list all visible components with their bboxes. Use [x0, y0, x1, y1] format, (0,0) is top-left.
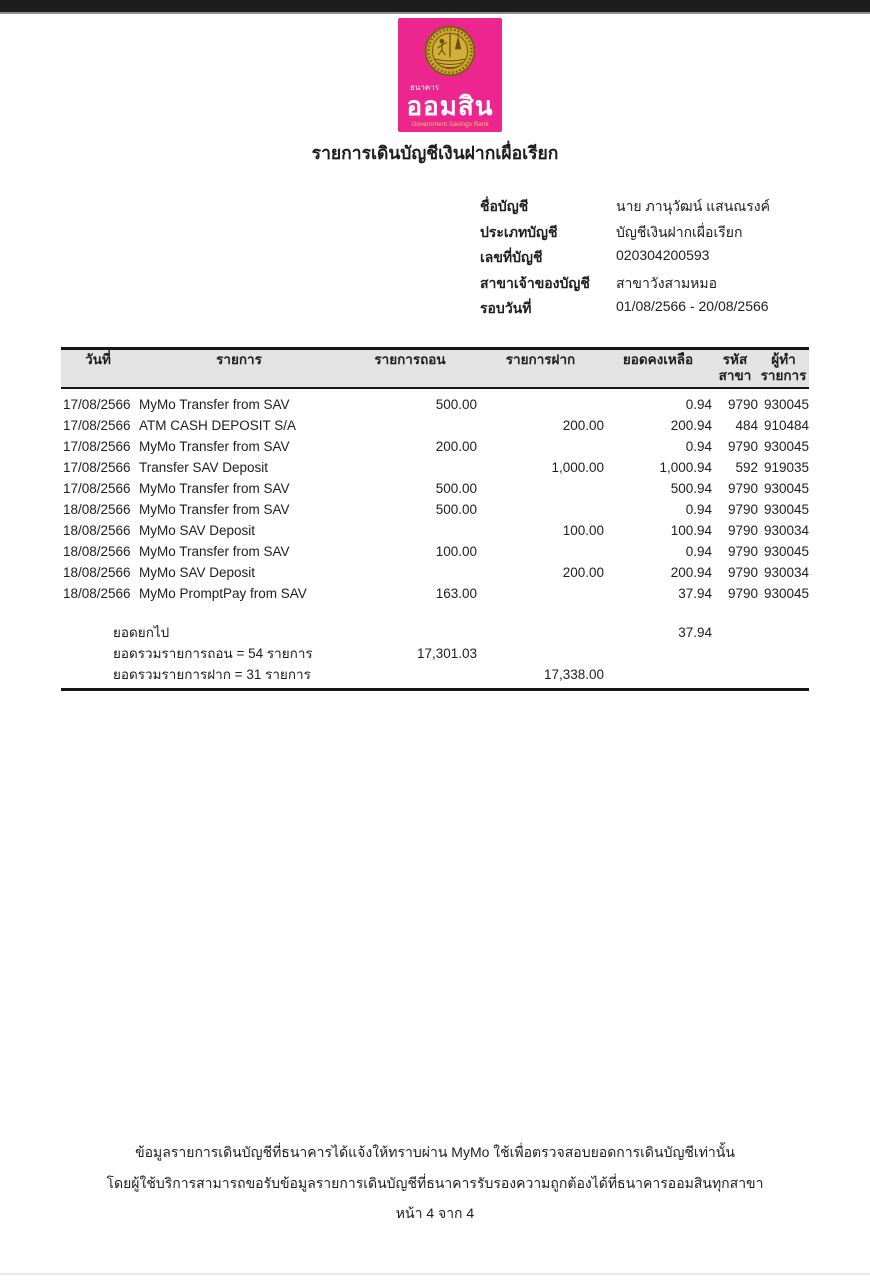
cell-branch-code: 9790: [727, 439, 758, 454]
header-branch-line2: สาขา: [718, 368, 752, 383]
cell-description: Transfer SAV Deposit: [139, 460, 269, 475]
summary-withdrawal: 17,301.03: [416, 646, 477, 661]
cell-description: MyMo Transfer from SAV: [139, 439, 290, 454]
cell-operator: 930045: [763, 586, 809, 601]
account-field-label: เลขที่บัญชี: [480, 249, 543, 265]
summary-withdrawal: [343, 622, 477, 643]
cell-description: MyMo SAV Deposit: [139, 523, 256, 538]
cell-deposit: [477, 388, 604, 415]
account-field-value: บัญชีเงินฝากเผื่อเรียก: [616, 223, 743, 240]
summary-gap: [61, 604, 809, 622]
transaction-row: [61, 436, 809, 457]
cell-branch-code: 9790: [727, 565, 758, 580]
summary-row: [61, 622, 809, 643]
cell-date: 17/08/2566: [63, 397, 131, 412]
transaction-row: [61, 541, 809, 562]
statement-title: รายการเดินบัญชีเงินฝากเผื่อเรียก: [311, 143, 559, 163]
bank-name-label: ออมสิน: [406, 91, 494, 121]
cell-date: 18/08/2566: [63, 586, 131, 601]
cell-date: 17/08/2566: [63, 439, 131, 454]
header-description: รายการ: [135, 349, 343, 389]
account-field-row: [480, 273, 820, 299]
account-field-label: ประเภทบัญชี: [480, 223, 558, 240]
cell-branch-code: 9790: [727, 397, 758, 412]
account-field-value: 020304200593: [616, 247, 710, 263]
disclaimer-line-2: โดยผู้ใช้บริการสามารถขอรับข้อมูลรายการเดินบัญชีที่ธนาคารรับรองความถูกต้องได้ที่ธนาคารออมสินทุกสาขา: [106, 1174, 764, 1191]
summary-row: [61, 664, 809, 685]
cell-operator: 930034: [763, 565, 809, 580]
cell-date: 17/08/2566: [63, 481, 131, 496]
cell-withdrawal: 500.00: [435, 481, 477, 496]
cell-operator: 930045: [763, 439, 809, 454]
cell-deposit: [477, 541, 604, 562]
cell-deposit: 200.00: [562, 418, 604, 433]
cell-balance: 0.94: [685, 397, 712, 412]
top-bar: [0, 0, 870, 14]
account-field-row: [480, 247, 820, 273]
summary-balance: [604, 664, 712, 685]
account-field-label: สาขาเจ้าของบัญชี: [480, 274, 590, 291]
header-operator-line1: ผู้ทำ: [771, 352, 796, 367]
header-balance: ยอดคงเหลือ: [604, 349, 712, 389]
header-deposit: รายการฝาก: [477, 349, 604, 389]
cell-description: MyMo SAV Deposit: [139, 565, 256, 580]
cell-date: 18/08/2566: [63, 565, 131, 580]
summary-label: ยอดยกไป: [113, 625, 170, 640]
header-operator: [758, 349, 809, 389]
transaction-row: [61, 388, 809, 415]
summary-label: ยอดรวมรายการถอน = 54 รายการ: [113, 646, 313, 661]
summary-deposit: [477, 622, 604, 643]
cell-operator: 930034: [763, 523, 809, 538]
transaction-row: [61, 478, 809, 499]
cell-operator: 930045: [763, 544, 809, 559]
cell-branch-code: 592: [735, 460, 758, 475]
cell-description: ATM CASH DEPOSIT S/A: [139, 418, 297, 433]
cell-withdrawal: 163.00: [435, 586, 477, 601]
cell-deposit: 1,000.00: [551, 460, 604, 475]
transactions-body: [61, 388, 809, 604]
page-bottom-edge: [0, 1273, 870, 1275]
cell-deposit: 200.00: [562, 565, 604, 580]
summary-body: [61, 622, 809, 685]
cell-branch-code: 9790: [727, 502, 758, 517]
cell-withdrawal: [343, 415, 477, 436]
cell-date: 18/08/2566: [63, 523, 131, 538]
cell-operator: 930045: [763, 397, 809, 412]
cell-date: 18/08/2566: [63, 544, 131, 559]
cell-branch-code: 9790: [727, 481, 758, 496]
cell-withdrawal: 200.00: [435, 439, 477, 454]
transaction-row: [61, 499, 809, 520]
cell-description: MyMo Transfer from SAV: [139, 481, 290, 496]
cell-withdrawal: [343, 457, 477, 478]
header-branch-code: [712, 349, 758, 389]
summary-balance: 37.94: [678, 625, 712, 640]
table-header: [61, 349, 809, 389]
header-branch-line1: รหัส: [722, 352, 748, 367]
cell-description: MyMo Transfer from SAV: [139, 397, 290, 412]
account-info: [480, 196, 820, 324]
bank-logo: [398, 18, 502, 132]
cell-balance: 0.94: [685, 439, 712, 454]
header-date: วันที่: [61, 349, 135, 389]
summary-balance: [604, 643, 712, 664]
cell-balance: 0.94: [685, 502, 712, 517]
header-operator-line2: รายการ: [760, 368, 807, 383]
cell-deposit: [477, 436, 604, 457]
summary-deposit: [477, 643, 604, 664]
cell-balance: 37.94: [678, 586, 712, 601]
page-number: หน้า 4 จาก 4: [395, 1205, 475, 1221]
cell-description: MyMo Transfer from SAV: [139, 544, 290, 559]
header-withdrawal: รายการถอน: [343, 349, 477, 389]
account-field-row: [480, 298, 820, 324]
cell-description: MyMo Transfer from SAV: [139, 502, 290, 517]
cell-date: 17/08/2566: [63, 418, 131, 433]
cell-deposit: [477, 583, 604, 604]
cell-deposit: 100.00: [562, 523, 604, 538]
cell-operator: 930045: [763, 502, 809, 517]
account-field-value: สาขาวังสามหมอ: [616, 274, 718, 291]
cell-balance: 200.94: [670, 418, 712, 433]
cell-withdrawal: [343, 520, 477, 541]
transaction-row: [61, 562, 809, 583]
bank-prefix-label: ธนาคาร: [410, 83, 439, 92]
cell-withdrawal: 500.00: [435, 502, 477, 517]
summary-deposit: 17,338.00: [543, 667, 604, 682]
account-field-row: [480, 196, 820, 222]
cell-balance: 1,000.94: [659, 460, 712, 475]
gsb-emblem-icon: [423, 24, 477, 78]
cell-branch-code: 9790: [727, 586, 758, 601]
cell-date: 17/08/2566: [63, 460, 131, 475]
cell-balance: 100.94: [670, 523, 712, 538]
summary-row: [61, 643, 809, 664]
account-field-row: [480, 222, 820, 248]
cell-balance: 0.94: [685, 544, 712, 559]
footer-disclaimer: [0, 1143, 870, 1222]
account-field-label: ชื่อบัญชี: [480, 198, 529, 214]
cell-withdrawal: 500.00: [435, 397, 477, 412]
transactions-table: [61, 347, 809, 685]
cell-deposit: [477, 478, 604, 499]
account-field-value: 01/08/2566 - 20/08/2566: [616, 298, 769, 314]
bank-tagline-label: Government Savings Bank: [411, 121, 489, 128]
cell-date: 18/08/2566: [63, 502, 131, 517]
transaction-row: [61, 457, 809, 478]
account-field-label: รอบวันที่: [480, 300, 532, 316]
table-bottom-rule: [61, 688, 809, 691]
transaction-row: [61, 583, 809, 604]
cell-operator: 910484: [763, 418, 809, 433]
cell-branch-code: 9790: [727, 523, 758, 538]
cell-branch-code: 9790: [727, 544, 758, 559]
cell-balance: 500.94: [670, 481, 712, 496]
cell-operator: 930045: [763, 481, 809, 496]
cell-withdrawal: [343, 562, 477, 583]
summary-withdrawal: [343, 664, 477, 685]
transaction-row: [61, 415, 809, 436]
cell-deposit: [477, 499, 604, 520]
cell-balance: 200.94: [670, 565, 712, 580]
cell-operator: 919035: [763, 460, 809, 475]
cell-withdrawal: 100.00: [435, 544, 477, 559]
transaction-row: [61, 520, 809, 541]
cell-description: MyMo PromptPay from SAV: [139, 586, 307, 601]
account-field-value: นาย ภานุวัฒน์ แสนณรงค์: [616, 198, 770, 214]
transactions-table-wrap: [61, 347, 809, 691]
cell-branch-code: 484: [735, 418, 758, 433]
disclaimer-line-1: ข้อมูลรายการเดินบัญชีที่ธนาคารได้แจ้งให้ทราบผ่าน MyMo ใช้เพื่อตรวจสอบยอดการเดินบัญชีเท่านั้น: [135, 1144, 735, 1160]
summary-label: ยอดรวมรายการฝาก = 31 รายการ: [113, 667, 311, 682]
